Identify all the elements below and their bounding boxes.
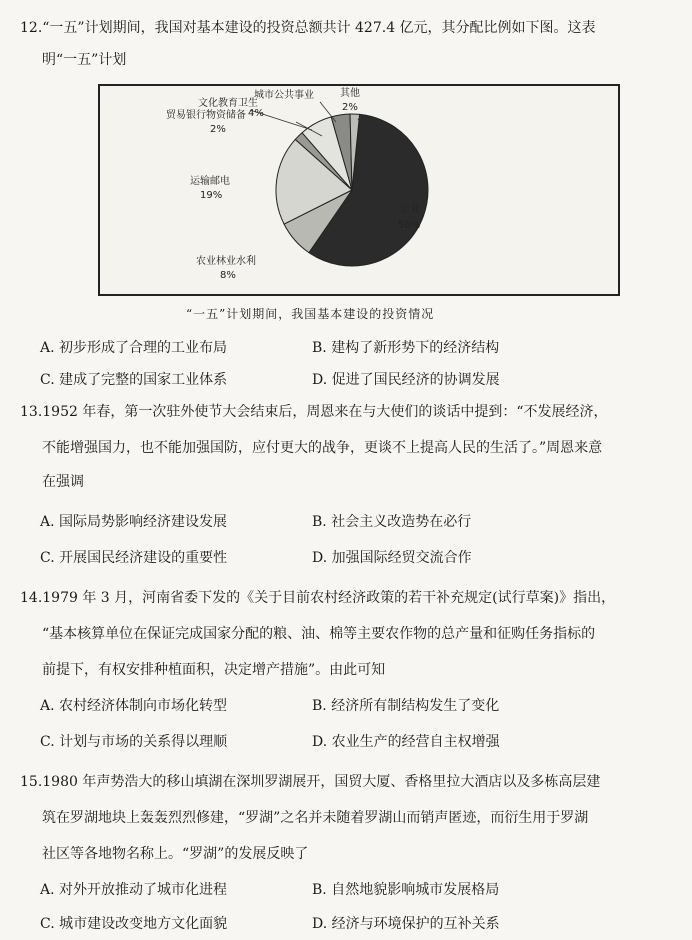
q13-option-b[interactable]: B. 社会主义改造势在必行 [312,514,472,530]
q14-option-b[interactable]: B. 经济所有制结构发生了变化 [312,698,500,714]
label-other-pct: 2% [342,102,358,113]
q12-option-c[interactable]: C. 建成了完整的国家工业体系 [40,372,228,388]
q14-stem-line3: 前提下，有权安排种植面积，决定增产措施”。由此可知 [42,662,386,678]
q12-option-d[interactable]: D. 促进了国民经济的协调发展 [312,372,500,388]
label-culture: 文化教育卫生 [198,98,258,109]
q15-option-d[interactable]: D. 经济与环境保护的互补关系 [312,916,500,932]
q15-option-c[interactable]: C. 城市建设改变地方文化面貌 [40,916,228,932]
pie-chart-frame [98,84,620,296]
q14-option-a[interactable]: A. 农村经济体制向市场化转型 [40,698,228,714]
label-agriculture: 农业林业水利 [196,256,256,267]
label-industry: 工业 [400,204,420,215]
chart-caption: “一五”计划期间，我国基本建设的投资情况 [186,307,435,321]
label-city-pct: 4% [248,108,264,119]
label-other: 其他 [340,88,360,99]
label-transport-pct: 19% [200,190,223,201]
q14-stem-line2: “基本核算单位在保证完成国家分配的粮、油、棉等主要农作物的总产量和征购任务指标的 [42,626,596,642]
label-agriculture-pct: 8% [220,270,236,281]
label-industry-pct: 58% [398,220,421,231]
q14-option-c[interactable]: C. 计划与市场的关系得以理顺 [40,734,228,750]
q14-stem-line1: 14.1979 年 3 月，河南省委下发的《关于目前农村经济政策的若干补充规定(试行草案)》指出， [20,590,616,606]
pie-chart [100,86,618,294]
q13-stem-line3: 在强调 [42,474,84,490]
label-city: 城市公共事业 [254,90,314,101]
q15-option-b[interactable]: B. 自然地貌影响城市发展格局 [312,882,500,898]
q15-stem-line2: 筑在罗湖地块上轰轰烈烈修建，“罗湖”之名并未随着罗湖山而销声匿迹，而衍生用于罗湖 [42,810,589,826]
q15-stem-line1: 15.1980 年声势浩大的移山填湖在深圳罗湖展开，国贸大厦、香格里拉大酒店以及多栋高层建 [20,774,601,790]
q13-option-a[interactable]: A. 国际局势影响经济建设发展 [40,514,228,530]
q13-option-c[interactable]: C. 开展国民经济建设的重要性 [40,550,228,566]
label-trade: 贸易银行物资储备 [166,110,246,121]
label-trade-pct: 2% [210,124,226,135]
q13-stem-line1: 13.1952 年春，第一次驻外使节大会结束后，周恩来在与大使们的谈话中提到：“不发展经济， [20,404,608,420]
q14-option-d[interactable]: D. 农业生产的经营自主权增强 [312,734,500,750]
q15-stem-line3: 社区等各地物名称上。“罗湖”的发展反映了 [42,846,309,862]
q12-option-a[interactable]: A. 初步形成了合理的工业布局 [40,340,228,356]
q12-option-b[interactable]: B. 建构了新形势下的经济结构 [312,340,500,356]
q13-option-d[interactable]: D. 加强国际经贸交流合作 [312,550,472,566]
q12-stem-line1: 12.“一五”计划期间，我国对基本建设的投资总额共计 427.4 亿元，其分配比例如下图。这表 [20,20,596,36]
q15-option-a[interactable]: A. 对外开放推动了城市化进程 [40,882,228,898]
label-transport: 运输邮电 [190,176,230,187]
q13-stem-line2: 不能增强国力，也不能加强国防，应付更大的战争，更谈不上提高人民的生活了。”周恩来意 [42,440,603,456]
q12-stem-line2: 明“一五”计划 [42,52,127,68]
